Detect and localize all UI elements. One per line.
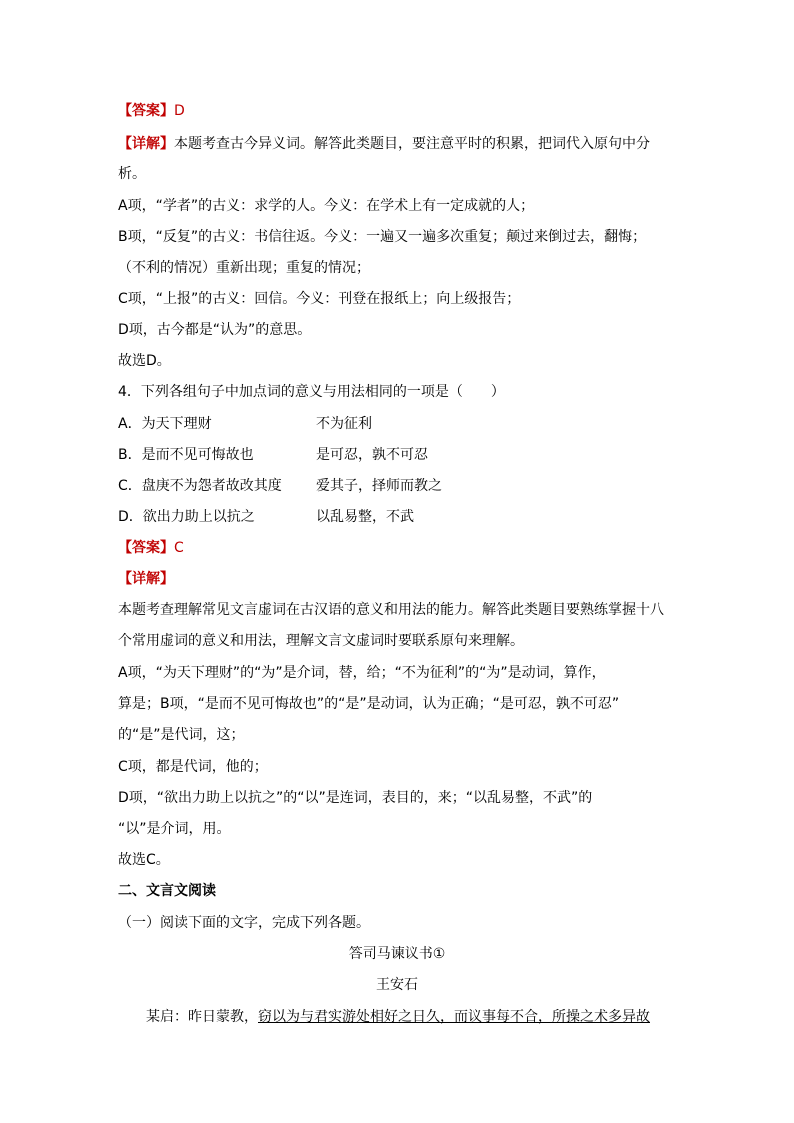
- answer-line-1: [118, 101, 185, 121]
- passage-title: 答司马谏议书①: [348, 946, 446, 962]
- question-option-b-left: B．是而不见可悔故也: [118, 447, 254, 463]
- detail-label: 【详解】: [118, 571, 174, 587]
- detail2-line-2: 个常用虚词的意义和用法，理解文言文虚词时要联系原句来理解。: [118, 633, 524, 649]
- detail-option-a: A项，“学者”的古义：求学的人。今义：在学术上有一定成就的人；: [118, 198, 535, 214]
- answer-line-2: [118, 538, 184, 558]
- detail2-line-8: “以”是介词，用。: [118, 821, 231, 837]
- question-option-a-right: 不为征利: [316, 416, 372, 432]
- passage-first-line: [146, 1007, 650, 1027]
- question-stem: 4．下列各组句子中加点词的意义与用法相同的一项是（ ）: [118, 384, 505, 400]
- answer-label: 【答案】: [118, 103, 174, 119]
- question-option-d-right: 以乱易整，不武: [316, 509, 414, 525]
- detail-label-2: [118, 569, 174, 589]
- detail-label: 【详解】: [118, 136, 174, 152]
- detail2-line-6: C项，都是代词，他的；: [118, 759, 268, 775]
- detail2-line-1: 本题考查理解常见文言虚词在古汉语的意义和用法的能力。解答此类题目要熟练掌握十八: [118, 602, 664, 618]
- passage-author: 王安石: [376, 977, 418, 993]
- detail-option-b-cont: （不利的情况）重新出现；重复的情况；: [118, 260, 370, 276]
- answer-label: 【答案】: [118, 540, 174, 556]
- detail-option-c: C项，“上报”的古义：回信。今义：刊登在报纸上；向上级报告；: [118, 291, 521, 307]
- answer-value: C: [174, 540, 184, 556]
- detail-conclusion: 故选D。: [118, 353, 171, 369]
- detail2-line-3: A项，“为天下理财”的“为”是介词，替，给；“不为征利”的“为”是动词，算作，: [118, 665, 606, 681]
- question-option-c-left: C．盘庚不为怨者故改其度: [118, 478, 282, 494]
- passage-underlined-text: 窃以为与君实游处相好之日久，而议事每不合，所操之术多异故: [258, 1009, 650, 1025]
- question-option-a-left: A．为天下理财: [118, 416, 212, 432]
- detail2-line-7: D项，“欲出力助上以抗之”的“以”是连词，表目的，来；“以乱易整，不武”的: [118, 790, 593, 806]
- answer-value: D: [174, 103, 185, 119]
- question-option-c-right: 爱其子，择师而教之: [316, 478, 442, 494]
- question-option-d-left: D．欲出力助上以抗之: [118, 509, 255, 525]
- detail2-line-5: 的“是”是代词，这；: [118, 727, 245, 743]
- detail-option-b: B项，“反复”的古义：书信往返。今义：一遍又一遍多次重复；颠过来倒过去，翻悔；: [118, 229, 647, 245]
- passage-plain-text: 某启：昨日蒙教，: [146, 1009, 258, 1025]
- detail2-line-4: 算是；B项，“是而不见可悔故也”的“是”是动词，认为正确；“是可忍，孰不可忍”: [118, 696, 620, 712]
- section-subheading: （一）阅读下面的文字，完成下列各题。: [118, 915, 370, 931]
- detail-option-d: D项，古今都是“认为”的意思。: [118, 322, 312, 338]
- detail-line-2: 析。: [118, 166, 146, 182]
- detail-text: 本题考查古今异义词。解答此类题目，要注意平时的积累，把词代入原句中分: [174, 136, 650, 152]
- section-heading: 二、文言文阅读: [118, 883, 216, 899]
- detail2-conclusion: 故选C。: [118, 852, 170, 868]
- detail-line-1: [118, 134, 650, 154]
- question-option-b-right: 是可忍，孰不可忍: [316, 447, 428, 463]
